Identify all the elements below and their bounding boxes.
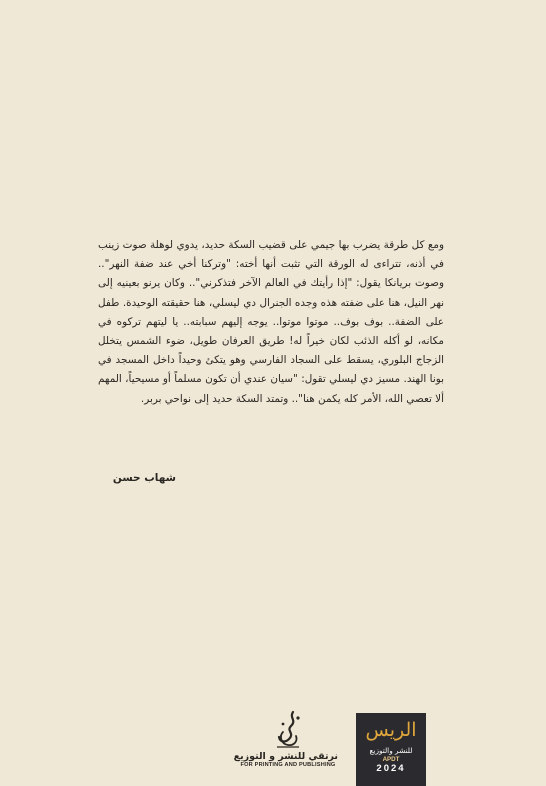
publisher-name-english: FOR PRINTING AND PUBLISHING bbox=[240, 762, 336, 768]
publisher-acronym: APDT bbox=[382, 756, 400, 763]
publisher-logo-nartaqi bbox=[233, 710, 338, 782]
blurb-paragraph: ومع كل طرقة يضرب بها جيمي على قضيب السكة حديد، يدوي لوهلة صوت زينب في أذنه، تتراءى له الورقة التي تثبت أنها أخته: "وتركنا أخي عند ضفة النهر".. وصوت بريانكا يقول: "إذا رأيتك في العالم الآخر فتذكرني".. وكان يرنو بعينيه إلى نهر النيل، هنا على ضفته هذه وجده الجنرال دي ليسلي، هنا حقيقته الوحيدة. طفل على الضفة.. بوف بوف.. موتوا موتوا.. يوجه إليهم سبابته.. يا ليتهم تركوه في مكانه، لو أكله الذئب لكان خيراً له! طريق العرفان طويل، ضوء الشمس يتخلل الزجاج البلوري، يسقط على السجاد الفارسي وهو يتكئ وحيداً داخل المسجد في بونا الهند. مسيز دي ليسلي تقول: "سيان عندي أن تكون مسلماً أو مسيحياً، المهم ألا تعصي الله، الأمر كله يكمن هنا".. وتمتد السكة حديد إلى نواحي بربر. bbox=[98, 239, 444, 405]
publisher-subtitle: للنشر والتوزيع bbox=[369, 746, 413, 755]
blurb-text bbox=[98, 236, 444, 409]
publisher-mark: الريس bbox=[365, 719, 417, 741]
publisher-name-arabic: نرتقي للنشر و التوزيع bbox=[233, 751, 338, 762]
calligraphy-emblem-icon bbox=[271, 710, 305, 750]
publisher-logo-alrayyes bbox=[356, 713, 426, 786]
publication-year: 2024 bbox=[376, 763, 406, 774]
author-signature: شهاب حسن bbox=[112, 472, 176, 484]
